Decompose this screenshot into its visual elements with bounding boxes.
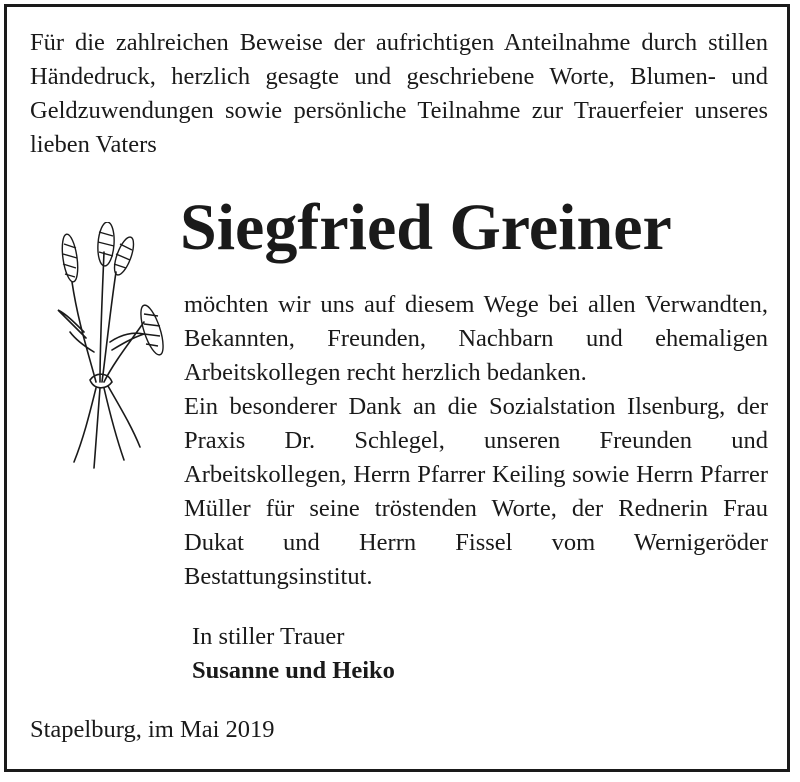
wheat-bundle-icon [44, 222, 174, 472]
signers: Susanne und Heiko [192, 657, 395, 684]
deceased-name: Siegfried Greiner [180, 191, 672, 264]
thanks-text [184, 288, 768, 594]
place-date: Stapelburg, im Mai 2019 [30, 716, 275, 743]
thanks-paragraph-1: möchten wir uns auf diesem Wege bei allen Verwandten, Bekannten, Freunden, Nachbarn und ehemaligen Arbeitskollegen recht herzlich bedanken. [184, 291, 768, 386]
thanks-paragraph-2: Ein besonderer Dank an die Sozialstation Ilsenburg, der Praxis Dr. Schlegel, unseren Freunden und Arbeitskollegen, Herrn Pfarrer Keiling sowie Herrn Pfarrer Müller für seine tröstenden Worte, der Rednerin Frau Dukat und Herrn Fissel vom Wernigeröder Bestattungsinstitut. [184, 393, 768, 590]
mourning-phrase: In stiller Trauer [192, 623, 345, 650]
intro-text: Für die zahlreichen Beweise der aufrichtigen Anteilnahme durch stillen Händedruck, herzlich gesagte und geschriebene Worte, Blumen- und Geldzuwendungen sowie persönliche Teilnahme zur Trauerfeier unseres lieben Vaters [30, 29, 768, 158]
